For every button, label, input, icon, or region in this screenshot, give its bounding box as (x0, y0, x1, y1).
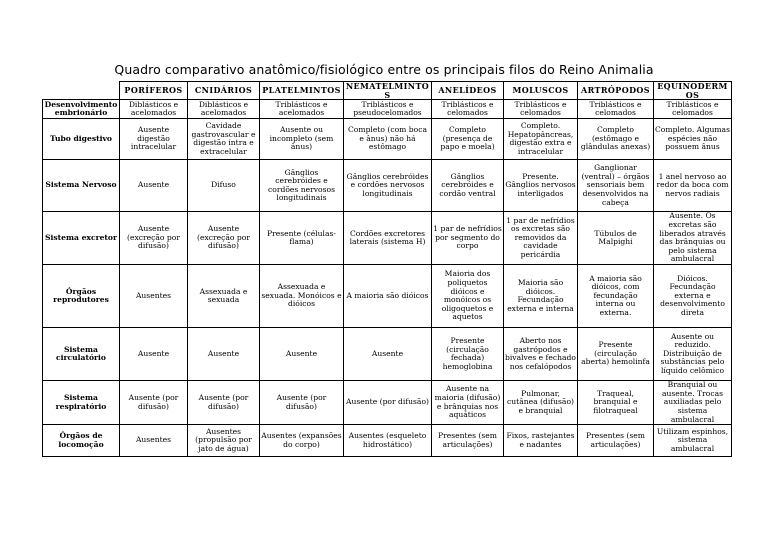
column-header: PORÍFEROS (120, 82, 188, 100)
table-cell: Presentes (sem articulações) (578, 425, 654, 457)
table-cell: Pulmonar, cutânea (difusão) e branquial (504, 381, 578, 425)
table-cell: Presente. Gânglios nervosos interligados (504, 160, 578, 212)
table-cell: Ausentes (120, 425, 188, 457)
table-cell: 1 anel nervoso ao redor da boca com nervos radiais (654, 160, 732, 212)
table-cell: Ausente (excreção por difusão) (188, 212, 260, 265)
table-cell: Triblásticos e celomados (432, 100, 504, 119)
table-cell: Aberto nos gastrópodos e bivalves e fechado nos cefalópodos (504, 328, 578, 381)
table-cell: Ausente (por difusão) (344, 381, 432, 425)
table-cell: Ganglionar (ventral) – órgãos sensoriais bem desenvolvidos na cabeça (578, 160, 654, 212)
column-header: EQUINODERMOS (654, 82, 732, 100)
corner-cell (43, 82, 120, 100)
row-label: Sistema circulatório (43, 328, 120, 381)
table-row (43, 328, 732, 381)
table-cell: Ausente (344, 328, 432, 381)
table-cell: Ausente (por difusão) (120, 381, 188, 425)
table-row (43, 212, 732, 265)
column-header: ARTRÓPODOS (578, 82, 654, 100)
table-cell: Completo (com boca e ânus) não há estômago (344, 119, 432, 160)
table-cell: Ausentes (120, 265, 188, 328)
table-cell: Ausentes (propulsão por jato de água) (188, 425, 260, 457)
column-header: ANELÍDEOS (432, 82, 504, 100)
table-cell: Ausentes (esqueleto hidrostático) (344, 425, 432, 457)
table-cell: Gânglios cerebróides e cordões nervosos longitudinais (344, 160, 432, 212)
table-cell: 1 par de nefrídios os excretas são removidos da cavidade pericárdia (504, 212, 578, 265)
table-row (43, 119, 732, 160)
row-label: Tubo digestivo (43, 119, 120, 160)
table-row (43, 100, 732, 119)
table-cell: Triblásticos e acelomados (260, 100, 344, 119)
table-cell: Ausentes (expansões do corpo) (260, 425, 344, 457)
table-row (43, 265, 732, 328)
table-cell: Assexuada e sexuada. Monóicos e dióicos (260, 265, 344, 328)
header-row (43, 82, 732, 100)
row-label: Órgãos de locomoção (43, 425, 120, 457)
table-cell: Ausente digestão intracelular (120, 119, 188, 160)
table-cell: Dióicos. Fecundação externa e desenvolvimento direta (654, 265, 732, 328)
table-cell: Diblásticos e acelomados (188, 100, 260, 119)
table-cell: Triblásticos e celomados (654, 100, 732, 119)
table-cell: Branquial ou ausente. Trocas auxiliadas pelo sistema ambulacral (654, 381, 732, 425)
row-label: Sistema respiratório (43, 381, 120, 425)
row-label: Sistema excretor (43, 212, 120, 265)
table-cell: Ausente na maioria (difusão) e brânquias nos aquáticos (432, 381, 504, 425)
table-row (43, 425, 732, 457)
comparison-table (42, 81, 732, 457)
table-cell: Fixos, rastejantes e nadantes (504, 425, 578, 457)
table-cell: Presente (células-flama) (260, 212, 344, 265)
row-label: Desenvolvimento embrionário (43, 100, 120, 119)
table-cell: Ausente. Os excretas são liberados através das brânquias ou pelo sistema ambulacral (654, 212, 732, 265)
column-header: CNIDÁRIOS (188, 82, 260, 100)
table-cell: Cordões excretores laterais (sistema H) (344, 212, 432, 265)
page-title: Quadro comparativo anatômico/fisiológico entre os principais filos do Reino Animalia (114, 62, 654, 78)
table-cell: Ausente (por difusão) (188, 381, 260, 425)
table-cell: A maioria são dióicos (344, 265, 432, 328)
table-row (43, 381, 732, 425)
table-cell: Utilizam espinhos, sistema ambulacral (654, 425, 732, 457)
table-cell: Maioria dos poliquetos dióicos e monóicos os oligoquetos e aquetos (432, 265, 504, 328)
table-cell: Difuso (188, 160, 260, 212)
table-cell: Ausente (120, 160, 188, 212)
column-header: PLATELMINTOS (260, 82, 344, 100)
table-cell: Ausente ou incompleto (sem ânus) (260, 119, 344, 160)
column-header: NEMATELMINTOS (344, 82, 432, 100)
table-cell: Cavidade gastrovascular e digestão intra e extracelular (188, 119, 260, 160)
table-cell: Completo (presença de papo e moela) (432, 119, 504, 160)
column-header: MOLUSCOS (504, 82, 578, 100)
table-cell: Completo. Algumas espécies não possuem ânus (654, 119, 732, 160)
row-label: Órgãos reprodutores (43, 265, 120, 328)
table-cell: Presentes (sem articulações) (432, 425, 504, 457)
table-cell: Triblásticos e celomados (578, 100, 654, 119)
table-cell: Assexuada e sexuada (188, 265, 260, 328)
table-row (43, 160, 732, 212)
table-cell: Traqueal, branquial e filotraqueal (578, 381, 654, 425)
table-cell: Presente (circulação fechada) hemoglobina (432, 328, 504, 381)
table-cell: Maioria são dióicos. Fecundação externa e interna (504, 265, 578, 328)
table-cell: Ausente ou reduzido. Distribuição de substâncias pelo líquido celômico (654, 328, 732, 381)
table-cell: 1 par de nefrídios por segmento do corpo (432, 212, 504, 265)
table-cell: Gânglios cerebróides e cordão ventral (432, 160, 504, 212)
table-cell: Gânglios cerebróides e cordões nervosos longitudinais (260, 160, 344, 212)
table-cell: Diblásticos e acelomados (120, 100, 188, 119)
table-cell: Ausente (excreção por difusão) (120, 212, 188, 265)
table-cell: Ausente (por difusão) (260, 381, 344, 425)
table-cell: A maioria são dióicos, com fecundação interna ou externa. (578, 265, 654, 328)
table-cell: Presente (circulação aberta) hemolinfa (578, 328, 654, 381)
table-cell: Completo (estômago e glândulas anexas) (578, 119, 654, 160)
table-cell: Completo. Hepatopâncreas, digestão extra e intracelular (504, 119, 578, 160)
row-label: Sistema Nervoso (43, 160, 120, 212)
table-cell: Triblásticos e pseudocelomados (344, 100, 432, 119)
table-cell: Túbulos de Malpighi (578, 212, 654, 265)
table-cell: Triblásticos e celomados (504, 100, 578, 119)
table-cell: Ausente (260, 328, 344, 381)
table-cell: Ausente (120, 328, 188, 381)
table-cell: Ausente (188, 328, 260, 381)
